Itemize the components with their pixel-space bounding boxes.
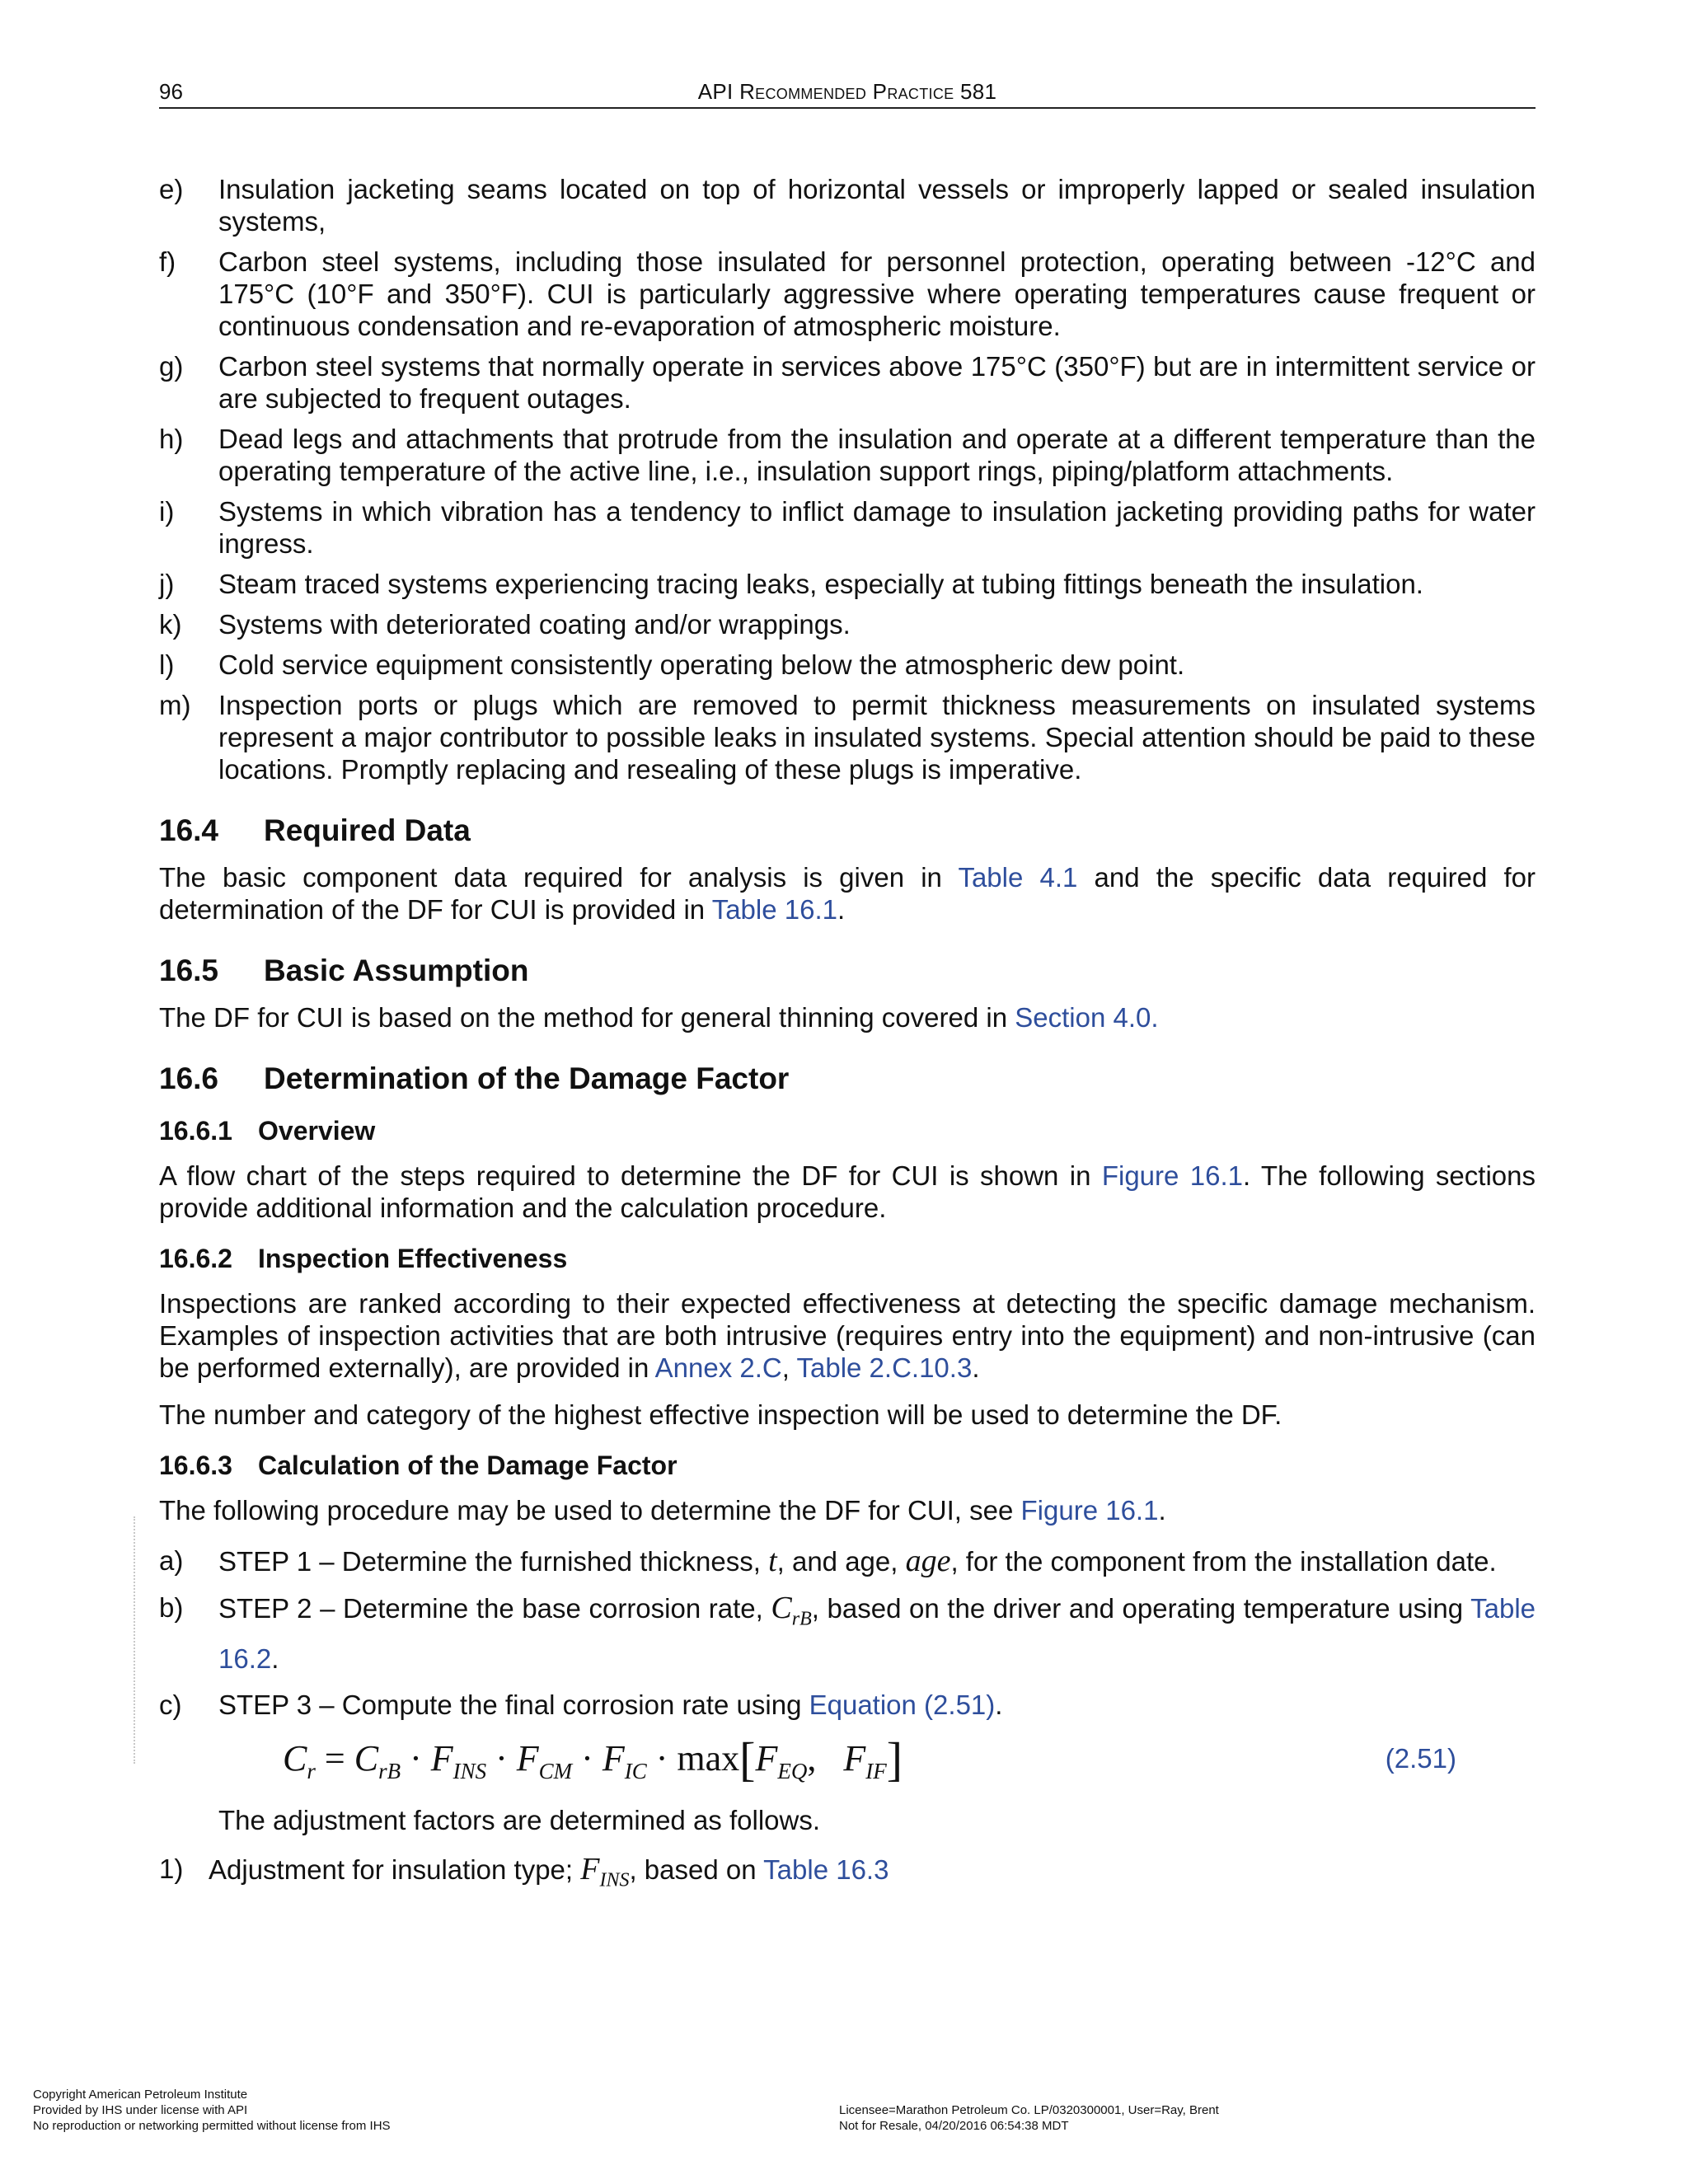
section-heading-16-6-2 (159, 1244, 1536, 1274)
var-t: t (768, 1544, 777, 1578)
list-item (159, 495, 1536, 560)
paragraph: The adjustment factors are determined as follows. (218, 1804, 821, 1835)
equation-formula: $C_r = C_{rB} \cdot F_{INS} \cdot F_{CM} \cdot F_{IC} \cdot \max[F_{EQ}$, $F_{IF}$] (283, 1732, 903, 1786)
section-number: 16.6.2 (159, 1244, 232, 1273)
var-fins (580, 1851, 630, 1891)
table-16-2-link[interactable]: Table 16.2 (218, 1593, 1536, 1674)
section-title: Inspection Effectiveness (258, 1244, 568, 1273)
var-main: C (771, 1591, 792, 1625)
list-item (159, 173, 1536, 237)
section-title: Basic Assumption (264, 954, 529, 987)
page-header (159, 77, 1536, 109)
list-item (159, 689, 1536, 785)
list-item (159, 649, 1536, 681)
text: A flow chart of the steps required to determine the DF for CUI is shown in (159, 1160, 1102, 1191)
list-text: Systems with deteriorated coating and/or wrappings. (218, 609, 851, 640)
section-title: Determination of the Damage Factor (264, 1062, 790, 1095)
text: Adjustment for insulation type; (209, 1854, 581, 1885)
footer-copyright (33, 2087, 391, 2134)
list-item (159, 350, 1536, 415)
text: The basic component data required for analysis is given in (159, 862, 959, 893)
text: . (1158, 1495, 1166, 1526)
list-label: i) (159, 496, 175, 527)
text: The following procedure may be used to determine the DF for CUI, see (159, 1495, 1021, 1526)
paragraph (159, 1160, 1536, 1224)
step-label: c) (159, 1689, 182, 1720)
running-title: API Recommended Practice 581 (697, 79, 997, 104)
margin-mark (134, 1516, 140, 1764)
text: , for the component from the installation date. (950, 1546, 1497, 1577)
equation-2-51 (159, 1732, 1536, 1797)
list-label: g) (159, 351, 184, 382)
list-item (159, 423, 1536, 487)
list-item (159, 608, 1536, 640)
step-2 (159, 1588, 1536, 1679)
text: STEP 2 – Determine the base corrosion rate, (218, 1593, 771, 1624)
step-label: b) (159, 1592, 184, 1623)
text: , (781, 1352, 797, 1383)
text: , based on (629, 1854, 764, 1885)
list-text: Carbon steel systems that normally operate in services above 175°C (350°F) but are in intermittent service or are subjected to frequent outages. (218, 351, 1536, 414)
text: STEP 1 – Determine the furnished thickness, (218, 1546, 769, 1577)
table-4-1-link[interactable]: Table 4.1 (958, 862, 1078, 893)
item-label: 1) (159, 1853, 184, 1884)
paragraph (159, 1494, 1536, 1526)
var-main: F (580, 1851, 600, 1886)
section-heading-16-6 (159, 1062, 1536, 1096)
text: , based on the driver and operating temperature using (811, 1593, 1471, 1624)
footer-line: Copyright American Petroleum Institute (33, 2088, 248, 2102)
paragraph (159, 1001, 1536, 1033)
page-content (159, 173, 1536, 1900)
paragraph: The number and category of the highest effective inspection will be used to determine the DF. (159, 1399, 1282, 1430)
figure-16-1-link[interactable]: Figure 16.1 (1020, 1495, 1159, 1526)
footer-line: Provided by IHS under license with API (33, 2103, 248, 2117)
text: . (995, 1689, 1003, 1720)
paragraph (159, 1287, 1536, 1384)
list-label: e) (159, 174, 184, 204)
table-16-1-link[interactable]: Table 16.1 (711, 894, 837, 925)
equation-number: (2.51) (1385, 1742, 1456, 1774)
text: . The following sections provide additional information and the calculation procedure. (159, 1160, 1536, 1223)
list-label: f) (159, 246, 176, 277)
list-label: l) (159, 649, 175, 680)
text: The DF for CUI is based on the method for general thinning covered in (159, 1002, 1015, 1033)
section-title: Calculation of the Damage Factor (258, 1451, 678, 1480)
list-text: Insulation jacketing seams located on top of horizontal vessels or improperly lapped or sealed insulation systems, (218, 174, 1536, 237)
adjustment-item-1 (159, 1849, 1536, 1900)
var-age: age (905, 1544, 951, 1578)
section-number: 16.5 (159, 954, 219, 987)
list-text: Carbon steel systems, including those insulated for personnel protection, operating between -12°C and 175°C (10°F and 350°F). CUI is particularly aggressive where operating temperatures cause frequent or continuous condensation and re-evaporation of atmospheric moisture. (218, 246, 1536, 341)
page-number: 96 (159, 79, 183, 104)
list-text: Dead legs and attachments that protrude from the insulation and operate at a different temperature than the operating temperature of the active line, i.e., insulation support rings, piping/platform attachments. (218, 424, 1536, 486)
list-text: Systems in which vibration has a tendency to inflict damage to insulation jacketing providing paths for water ingress. (218, 496, 1536, 559)
text: . (837, 894, 846, 925)
list-text: Inspection ports or plugs which are removed to permit thickness measurements on insulated systems represent a major contributor to possible leaks in insulated systems. Special attention should be paid to these locations. Promptly replacing and resealing of these plugs is imperative. (218, 690, 1536, 785)
text: Inspections are ranked according to their expected effectiveness at detecting the specific damage mechanism. Examples of inspection activities that are both intrusive (requires entry into the equipment) and non-intrusive (can be performed externally), are provided in (159, 1288, 1536, 1383)
text: , and age, (776, 1546, 906, 1577)
footer-line: Not for Resale, 04/20/2016 06:54:38 MDT (839, 2119, 1069, 2133)
list-text: Steam traced systems experiencing tracing leaks, especially at tubing fittings beneath the insulation. (218, 569, 1423, 599)
list-label: k) (159, 609, 182, 640)
list-item (159, 246, 1536, 342)
footer-license (839, 2102, 1219, 2134)
equation-2-51-link[interactable]: Equation (2.51) (809, 1689, 996, 1720)
var-sub: rB (791, 1608, 812, 1630)
var-crb (771, 1591, 812, 1630)
section-heading-16-4 (159, 813, 1536, 848)
list-label: j) (159, 569, 175, 599)
figure-16-1-link[interactable]: Figure 16.1 (1101, 1160, 1243, 1191)
list-item (159, 568, 1536, 600)
annex-2c-link[interactable]: Annex 2.C (654, 1352, 782, 1383)
var-sub: INS (599, 1869, 630, 1891)
section-number: 16.6.1 (159, 1116, 232, 1146)
step-3 (159, 1685, 1536, 1725)
section-number: 16.4 (159, 813, 219, 847)
text: STEP 3 – Compute the final corrosion rate using (218, 1689, 809, 1720)
table-2c-10-3-link[interactable]: Table 2.C.10.3 (796, 1352, 973, 1383)
condition-list (159, 173, 1536, 785)
step-1 (159, 1541, 1536, 1582)
section-title: Required Data (264, 813, 471, 847)
section-heading-16-5 (159, 954, 1536, 988)
text: and the specific data required for determination of the DF for CUI is provided in (159, 862, 1536, 925)
footer-line: Licensee=Marathon Petroleum Co. LP/0320300001, User=Ray, Brent (839, 2103, 1219, 2117)
text: . (271, 1643, 279, 1674)
section-number: 16.6.3 (159, 1451, 232, 1480)
section-heading-16-6-3 (159, 1451, 1536, 1481)
footer-line: No reproduction or networking permitted without license from IHS (33, 2119, 391, 2133)
paragraph (159, 861, 1536, 926)
section-number: 16.6 (159, 1062, 219, 1095)
text: . (972, 1352, 980, 1383)
step-label: a) (159, 1545, 184, 1576)
table-16-3-link[interactable]: Table 16.3 (763, 1854, 889, 1885)
section-title: Overview (258, 1116, 376, 1146)
section-heading-16-6-1 (159, 1116, 1536, 1146)
list-label: h) (159, 424, 184, 454)
section-4-0-link[interactable]: Section 4.0. (1015, 1002, 1159, 1033)
list-label: m) (159, 690, 191, 720)
list-text: Cold service equipment consistently operating below the atmospheric dew point. (218, 649, 1185, 680)
